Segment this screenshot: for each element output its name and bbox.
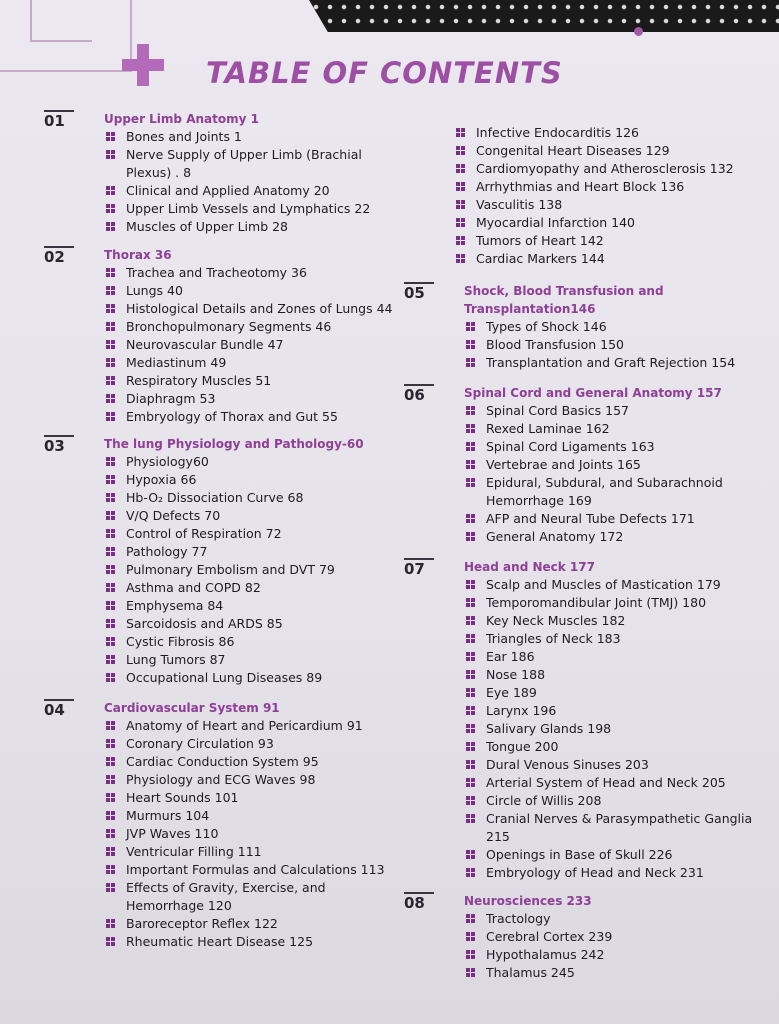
grid-bullet-icon: [106, 204, 115, 213]
grid-bullet-icon: [106, 565, 115, 574]
toc-entry-text: Salivary Glands 198: [486, 721, 612, 736]
toc-entry: [104, 615, 394, 633]
toc-entry: [104, 633, 394, 651]
grid-bullet-icon: [106, 673, 115, 682]
toc-entry-text: Important Formulas and Calculations 113: [126, 862, 385, 877]
grid-bullet-icon: [466, 778, 475, 787]
grid-bullet-icon: [466, 634, 475, 643]
grid-bullet-icon: [466, 932, 475, 941]
toc-entry-text: Embryology of Thorax and Gut 55: [126, 409, 338, 424]
grid-bullet-icon: [106, 655, 115, 664]
grid-bullet-icon: [466, 442, 475, 451]
section-title: Cardiovascular System 91: [104, 701, 280, 715]
grid-bullet-icon: [456, 236, 465, 245]
toc-entry-text: Epidural, Subdural, and Subarachnoid Hemorrhage 169: [486, 475, 723, 508]
toc-entry: [464, 684, 774, 702]
toc-entry: [104, 146, 394, 182]
toc-entry: [464, 720, 774, 738]
toc-entry: [464, 336, 774, 354]
grid-bullet-icon: [456, 164, 465, 173]
toc-entry: [104, 200, 394, 218]
grid-bullet-icon: [106, 493, 115, 502]
grid-bullet-icon: [466, 616, 475, 625]
toc-entry: [104, 372, 394, 390]
toc-entry: [464, 774, 774, 792]
toc-entry-text: Asthma and COPD 82: [126, 580, 261, 595]
toc-entry: [104, 318, 394, 336]
toc-entry-text: General Anatomy 172: [486, 529, 624, 544]
section-title: Spinal Cord and General Anatomy 157: [464, 386, 722, 400]
toc-entry: [104, 471, 394, 489]
grid-bullet-icon: [466, 814, 475, 823]
section-number: 03: [44, 435, 74, 454]
toc-entry-text: Eye 189: [486, 685, 537, 700]
toc-entry-text: Infective Endocarditis 126: [476, 125, 639, 140]
grid-bullet-icon: [466, 914, 475, 923]
section-number: 02: [44, 246, 74, 265]
grid-bullet-icon: [106, 811, 115, 820]
grid-bullet-icon: [106, 340, 115, 349]
toc-entry: [104, 300, 394, 318]
grid-bullet-icon: [466, 950, 475, 959]
toc-entry-text: Nose 188: [486, 667, 546, 682]
toc-entry-text: JVP Waves 110: [126, 826, 219, 841]
toc-entry-text: Openings in Base of Skull 226: [486, 847, 673, 862]
grid-bullet-icon: [106, 757, 115, 766]
toc-entry-text: Physiology60: [126, 454, 209, 469]
toc-entry-text: Cardiomyopathy and Atherosclerosis 132: [476, 161, 734, 176]
toc-entry-text: Sarcoidosis and ARDS 85: [126, 616, 283, 631]
section-number: 06: [404, 384, 434, 403]
grid-bullet-icon: [106, 883, 115, 892]
toc-entry: [464, 576, 774, 594]
toc-entry: [464, 510, 774, 528]
toc-entry: [104, 336, 394, 354]
toc-entry: [104, 933, 394, 951]
toc-entry-text: Vasculitis 138: [476, 197, 563, 212]
grid-bullet-icon: [466, 478, 475, 487]
toc-entry: [104, 825, 394, 843]
grid-bullet-icon: [106, 847, 115, 856]
section-number: 05: [404, 282, 434, 301]
section-title: Shock, Blood Transfusion and Transplantation146: [464, 284, 664, 316]
grid-bullet-icon: [466, 406, 475, 415]
toc-entry: [464, 318, 774, 336]
grid-bullet-icon: [466, 868, 475, 877]
toc-entry-text: Baroreceptor Reflex 122: [126, 916, 278, 931]
grid-bullet-icon: [466, 340, 475, 349]
toc-entry-text: Pathology 77: [126, 544, 208, 559]
grid-bullet-icon: [456, 128, 465, 137]
toc-entry-text: Tongue 200: [486, 739, 559, 754]
grid-bullet-icon: [106, 394, 115, 403]
toc-entry-text: Transplantation and Graft Rejection 154: [486, 355, 736, 370]
toc-entry-text: Occupational Lung Diseases 89: [126, 670, 323, 685]
toc-section: [44, 435, 394, 687]
section-number: 08: [404, 892, 434, 911]
grid-bullet-icon: [106, 547, 115, 556]
page-title: TABLE OF CONTENTS: [206, 56, 563, 90]
toc-entry: [464, 438, 774, 456]
toc-entry: [464, 402, 774, 420]
section-title: Upper Limb Anatomy 1: [104, 112, 259, 126]
toc-entry: [104, 735, 394, 753]
toc-entry: [104, 771, 394, 789]
section-title: The lung Physiology and Pathology-60: [104, 437, 364, 451]
toc-entry: [464, 738, 774, 756]
toc-entry: [464, 792, 774, 810]
toc-entry: [454, 178, 774, 196]
toc-entry-text: AFP and Neural Tube Defects 171: [486, 511, 695, 526]
dot-decoration: [634, 27, 643, 36]
grid-bullet-icon: [456, 200, 465, 209]
toc-entry: [454, 232, 774, 250]
toc-entry: [104, 651, 394, 669]
grid-bullet-icon: [106, 775, 115, 784]
toc-entry-text: Rheumatic Heart Disease 125: [126, 934, 314, 949]
toc-entry-text: Histological Details and Zones of Lungs 44: [126, 301, 393, 316]
grid-bullet-icon: [466, 850, 475, 859]
toc-entry: [104, 597, 394, 615]
toc-entry-text: Circle of Willis 208: [486, 793, 602, 808]
toc-entry: [104, 282, 394, 300]
toc-entry-text: Tumors of Heart 142: [476, 233, 604, 248]
grid-bullet-icon: [106, 529, 115, 538]
toc-entry-text: Dural Venous Sinuses 203: [486, 757, 649, 772]
toc-entry-text: Triangles of Neck 183: [486, 631, 621, 646]
toc-entry: [464, 528, 774, 546]
grid-bullet-icon: [106, 739, 115, 748]
grid-bullet-icon: [106, 511, 115, 520]
section-number: 04: [44, 699, 74, 718]
toc-entry-text: V/Q Defects 70: [126, 508, 221, 523]
toc-entry: [464, 928, 774, 946]
toc-entry: [464, 474, 774, 510]
grid-bullet-icon: [456, 146, 465, 155]
toc-section: [44, 246, 394, 426]
toc-entry: [464, 756, 774, 774]
toc-entry-text: Diaphragm 53: [126, 391, 216, 406]
toc-entry-text: Hb-O₂ Dissociation Curve 68: [126, 490, 304, 505]
grid-bullet-icon: [456, 218, 465, 227]
grid-bullet-icon: [466, 688, 475, 697]
toc-entry: [104, 807, 394, 825]
grid-bullet-icon: [106, 601, 115, 610]
toc-entry-text: Mediastinum 49: [126, 355, 227, 370]
toc-entry: [464, 910, 774, 928]
toc-entry-text: Control of Respiration 72: [126, 526, 282, 541]
toc-entry-text: Trachea and Tracheotomy 36: [126, 265, 307, 280]
toc-entry-text: Nerve Supply of Upper Limb (Brachial Plexus) . 8: [126, 147, 362, 180]
grid-bullet-icon: [106, 150, 115, 159]
grid-bullet-icon: [106, 937, 115, 946]
corner-frame-decoration-inner: [30, 0, 92, 42]
toc-entry: [104, 843, 394, 861]
toc-entry-text: Vertebrae and Joints 165: [486, 457, 641, 472]
grid-bullet-icon: [106, 475, 115, 484]
grid-bullet-icon: [106, 457, 115, 466]
toc-entry-text: Bones and Joints 1: [126, 129, 242, 144]
toc-entry: [454, 250, 774, 268]
toc-entry: [104, 182, 394, 200]
grid-bullet-icon: [106, 186, 115, 195]
toc-entry-text: Key Neck Muscles 182: [486, 613, 626, 628]
toc-entry: [104, 789, 394, 807]
toc-entry: [464, 846, 774, 864]
toc-entry-text: Upper Limb Vessels and Lymphatics 22: [126, 201, 371, 216]
grid-bullet-icon: [466, 968, 475, 977]
toc-entry-text: Spinal Cord Basics 157: [486, 403, 630, 418]
grid-bullet-icon: [106, 412, 115, 421]
toc-section: [404, 384, 774, 546]
toc-entry: [104, 915, 394, 933]
grid-bullet-icon: [106, 793, 115, 802]
section-title: Thorax 36: [104, 248, 172, 262]
grid-bullet-icon: [106, 222, 115, 231]
toc-entry-text: Bronchopulmonary Segments 46: [126, 319, 332, 334]
toc-entry: [464, 702, 774, 720]
toc-entry: [454, 160, 774, 178]
toc-entry-text: Scalp and Muscles of Mastication 179: [486, 577, 721, 592]
toc-section: [404, 124, 774, 268]
plus-icon: [122, 44, 164, 86]
toc-entry-text: Cardiac Conduction System 95: [126, 754, 319, 769]
grid-bullet-icon: [106, 286, 115, 295]
toc-section: [44, 699, 394, 951]
toc-entry-text: Arterial System of Head and Neck 205: [486, 775, 726, 790]
grid-bullet-icon: [106, 376, 115, 385]
toc-entry-text: Arrhythmias and Heart Block 136: [476, 179, 685, 194]
toc-entry: [464, 810, 774, 846]
toc-entry: [464, 630, 774, 648]
toc-entry-text: Spinal Cord Ligaments 163: [486, 439, 655, 454]
toc-entry: [464, 612, 774, 630]
toc-entry-text: Pulmonary Embolism and DVT 79: [126, 562, 335, 577]
grid-bullet-icon: [466, 742, 475, 751]
toc-entry: [464, 354, 774, 372]
toc-entry-text: Muscles of Upper Limb 28: [126, 219, 289, 234]
toc-section: [44, 110, 394, 236]
grid-bullet-icon: [466, 358, 475, 367]
grid-bullet-icon: [106, 304, 115, 313]
toc-entry-text: Cardiac Markers 144: [476, 251, 605, 266]
toc-entry: [104, 489, 394, 507]
grid-bullet-icon: [106, 829, 115, 838]
toc-entry-text: Blood Transfusion 150: [486, 337, 624, 352]
grid-bullet-icon: [106, 721, 115, 730]
toc-entry: [104, 561, 394, 579]
toc-entry: [104, 861, 394, 879]
toc-entry-text: Larynx 196: [486, 703, 557, 718]
grid-bullet-icon: [466, 424, 475, 433]
toc-entry-text: Anatomy of Heart and Pericardium 91: [126, 718, 363, 733]
toc-entry-text: Lungs 40: [126, 283, 183, 298]
grid-bullet-icon: [466, 514, 475, 523]
toc-entry: [104, 128, 394, 146]
toc-section: [404, 282, 774, 372]
toc-entry: [454, 196, 774, 214]
toc-entry: [104, 390, 394, 408]
grid-bullet-icon: [466, 760, 475, 769]
toc-entry: [104, 507, 394, 525]
toc-entry: [104, 453, 394, 471]
section-number: 07: [404, 558, 434, 577]
grid-bullet-icon: [466, 580, 475, 589]
toc-entry-text: Tractology: [486, 911, 551, 926]
grid-bullet-icon: [106, 322, 115, 331]
toc-entry-text: Clinical and Applied Anatomy 20: [126, 183, 330, 198]
grid-bullet-icon: [466, 796, 475, 805]
grid-bullet-icon: [106, 583, 115, 592]
toc-entry: [464, 594, 774, 612]
grid-bullet-icon: [466, 598, 475, 607]
toc-entry: [104, 264, 394, 282]
toc-entry: [104, 879, 394, 915]
toc-entry-text: Rexed Laminae 162: [486, 421, 610, 436]
section-title: Head and Neck 177: [464, 560, 595, 574]
toc-entry-text: Embryology of Head and Neck 231: [486, 865, 704, 880]
toc-entry: [104, 408, 394, 426]
toc-entry-text: Lung Tumors 87: [126, 652, 226, 667]
toc-entry-text: Thalamus 245: [486, 965, 575, 980]
toc-entry-text: Physiology and ECG Waves 98: [126, 772, 316, 787]
toc-entry: [104, 525, 394, 543]
grid-bullet-icon: [466, 460, 475, 469]
toc-entry-text: Murmurs 104: [126, 808, 210, 823]
section-number: 01: [44, 110, 74, 129]
toc-entry: [454, 124, 774, 142]
toc-entry: [104, 753, 394, 771]
grid-bullet-icon: [106, 919, 115, 928]
toc-entry: [464, 456, 774, 474]
toc-entry: [454, 214, 774, 232]
toc-entry: [104, 717, 394, 735]
toc-entry: [464, 420, 774, 438]
toc-entry-text: Hypoxia 66: [126, 472, 197, 487]
toc-entry: [464, 648, 774, 666]
grid-bullet-icon: [456, 254, 465, 263]
toc-entry-text: Ventricular Filling 111: [126, 844, 262, 859]
toc-section: [404, 558, 774, 882]
grid-bullet-icon: [106, 358, 115, 367]
grid-bullet-icon: [466, 322, 475, 331]
toc-entry-text: Temporomandibular Joint (TMJ) 180: [486, 595, 707, 610]
toc-entry: [464, 964, 774, 982]
grid-bullet-icon: [106, 268, 115, 277]
grid-bullet-icon: [466, 532, 475, 541]
toc-entry-text: Effects of Gravity, Exercise, and Hemorrhage 120: [126, 880, 326, 913]
toc-entry: [104, 354, 394, 372]
toc-entry: [464, 666, 774, 684]
toc-entry: [464, 946, 774, 964]
toc-entry: [104, 543, 394, 561]
grid-bullet-icon: [466, 670, 475, 679]
grid-bullet-icon: [466, 706, 475, 715]
toc-column-right: [404, 124, 774, 982]
grid-bullet-icon: [106, 132, 115, 141]
grid-bullet-icon: [456, 182, 465, 191]
toc-entry-text: Coronary Circulation 93: [126, 736, 274, 751]
toc-section: [404, 892, 774, 982]
toc-entry-text: Cystic Fibrosis 86: [126, 634, 235, 649]
toc-entry-text: Types of Shock 146: [486, 319, 607, 334]
toc-entry-text: Ear 186: [486, 649, 535, 664]
grid-bullet-icon: [106, 637, 115, 646]
toc-entry-text: Cerebral Cortex 239: [486, 929, 613, 944]
toc-entry-text: Cranial Nerves & Parasympathetic Ganglia 215: [486, 811, 753, 844]
toc-entry-text: Myocardial Infarction 140: [476, 215, 635, 230]
toc-entry-text: Hypothalamus 242: [486, 947, 605, 962]
toc-entry: [104, 218, 394, 236]
toc-entry: [454, 142, 774, 160]
toc-entry-text: Congenital Heart Diseases 129: [476, 143, 670, 158]
toc-entry-text: Neurovascular Bundle 47: [126, 337, 284, 352]
toc-entry-text: Heart Sounds 101: [126, 790, 239, 805]
toc-column-left: [44, 110, 394, 951]
toc-entry-text: Respiratory Muscles 51: [126, 373, 272, 388]
toc-entry: [464, 864, 774, 882]
dotted-pattern-decoration: [309, 0, 779, 32]
toc-entry-text: Emphysema 84: [126, 598, 224, 613]
toc-entry: [104, 579, 394, 597]
grid-bullet-icon: [466, 724, 475, 733]
grid-bullet-icon: [106, 865, 115, 874]
section-title: Neurosciences 233: [464, 894, 592, 908]
grid-bullet-icon: [466, 652, 475, 661]
toc-entry: [104, 669, 394, 687]
grid-bullet-icon: [106, 619, 115, 628]
